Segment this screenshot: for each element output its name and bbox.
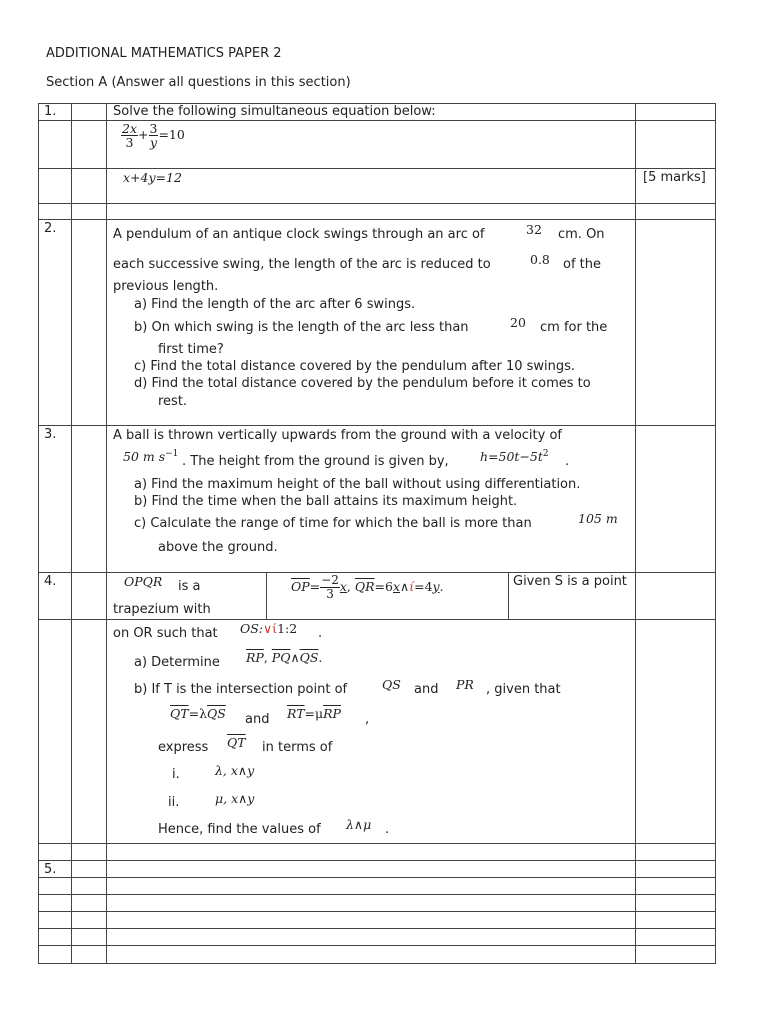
part-b: b) On which swing is the length of the arc less than — [134, 320, 469, 335]
height-equation: $h=50t-5t^2$ — [480, 449, 549, 465]
text-line: in terms of — [262, 740, 333, 755]
segment-pr: PR — [456, 677, 474, 692]
text-line: A ball is thrown vertically upwards from the ground with a velocity of — [113, 428, 563, 443]
segment-qs: QS — [382, 677, 401, 692]
vector-definitions: $\overline{OP}=$ $\frac{-2}{3}$ x, $\overline{QR}=6x\wedge ί=4y$. — [291, 573, 444, 601]
sub-part-i: i. — [172, 767, 180, 782]
vector-list: $\overline{RP}$, $\overline{PQ}\wedge\overline{QS}$. — [246, 650, 323, 665]
text-line: and — [414, 682, 439, 697]
sub-part-ii: ii. — [168, 795, 180, 810]
text-line: and — [245, 712, 270, 727]
text-line: each successive swing, the length of the arc is reduced to — [113, 257, 491, 272]
rt-definition: $\overline{RT}=\mu\overline{RP}$ — [287, 706, 341, 721]
text-line: Given S is a point — [513, 574, 627, 589]
text-line: . The height from the ground is given by, — [182, 454, 449, 469]
question-number: 4. — [44, 574, 57, 589]
text-line: , — [365, 712, 370, 727]
text-line: previous length. — [113, 279, 219, 294]
length-value: 20 — [510, 315, 526, 330]
section-heading: Section A (Answer all questions in this section) — [46, 75, 351, 90]
qt-definition: $\overline{QT}=\lambda\overline{QS}$ — [170, 706, 226, 721]
text-line: . — [318, 626, 323, 641]
text-line: is a — [178, 579, 201, 594]
vector-qt: $\overline{QT}$ — [227, 735, 246, 750]
question-number: 2. — [44, 221, 57, 236]
part-c: c) Calculate the range of time for which the ball is more than — [134, 516, 532, 531]
sub-part-ii-expr: μ, x∧y — [215, 791, 255, 806]
part-a: a) Determine — [134, 655, 220, 670]
ratio-value: 0.8 — [530, 252, 550, 267]
part-a: a) Find the length of the arc after 6 swings. — [134, 297, 416, 312]
paper-title: ADDITIONAL MATHEMATICS PAPER 2 — [46, 46, 282, 61]
text-line: first time? — [158, 342, 224, 357]
equation-1: $\frac{2x}{3}$ + $\frac{3}{y}$ =10 — [122, 121, 185, 150]
text-line: above the ground. — [158, 540, 278, 555]
ratio-expression: OS:∨ί1:2 — [240, 621, 298, 636]
part-b: b) Find the time when the ball attains its maximum height. — [134, 494, 518, 509]
part-c: c) Find the total distance covered by the pendulum after 10 swings. — [134, 359, 576, 374]
height-value: 105 m — [578, 511, 618, 526]
text-line: . — [385, 822, 390, 837]
text-line: express — [158, 740, 209, 755]
arc-value: 32 — [526, 222, 542, 237]
equation-2: x+4y=12 — [123, 170, 182, 185]
question-number: 1. — [44, 104, 57, 119]
text-line: on OR such that — [113, 626, 218, 641]
text-line: , given that — [486, 682, 561, 697]
text-line: cm for the — [540, 320, 608, 335]
text-line: trapezium with — [113, 602, 211, 617]
text-line: . — [565, 454, 570, 469]
sub-part-i-expr: λ, x∧y — [215, 763, 255, 778]
velocity-value: 50 m $s^{-1}$ — [123, 449, 179, 465]
text-line: Hence, find the values of — [158, 822, 321, 837]
question-number: 5. — [44, 862, 57, 877]
trapezium-name: OPQR — [124, 574, 163, 589]
question-text: Solve the following simultaneous equation below: — [113, 104, 436, 119]
question-number: 3. — [44, 427, 57, 442]
text-line: rest. — [158, 394, 188, 409]
part-a: a) Find the maximum height of the ball without using differentiation. — [134, 477, 581, 492]
text-line: cm. On — [558, 227, 605, 242]
part-b: b) If T is the intersection point of — [134, 682, 348, 697]
lambda-mu-expr: λ∧μ — [346, 817, 372, 832]
text-line: A pendulum of an antique clock swings through an arc of — [113, 227, 485, 242]
marks-label: [5 marks] — [643, 170, 706, 185]
part-d: d) Find the total distance covered by the pendulum before it comes to — [134, 376, 591, 391]
text-line: of the — [563, 257, 601, 272]
